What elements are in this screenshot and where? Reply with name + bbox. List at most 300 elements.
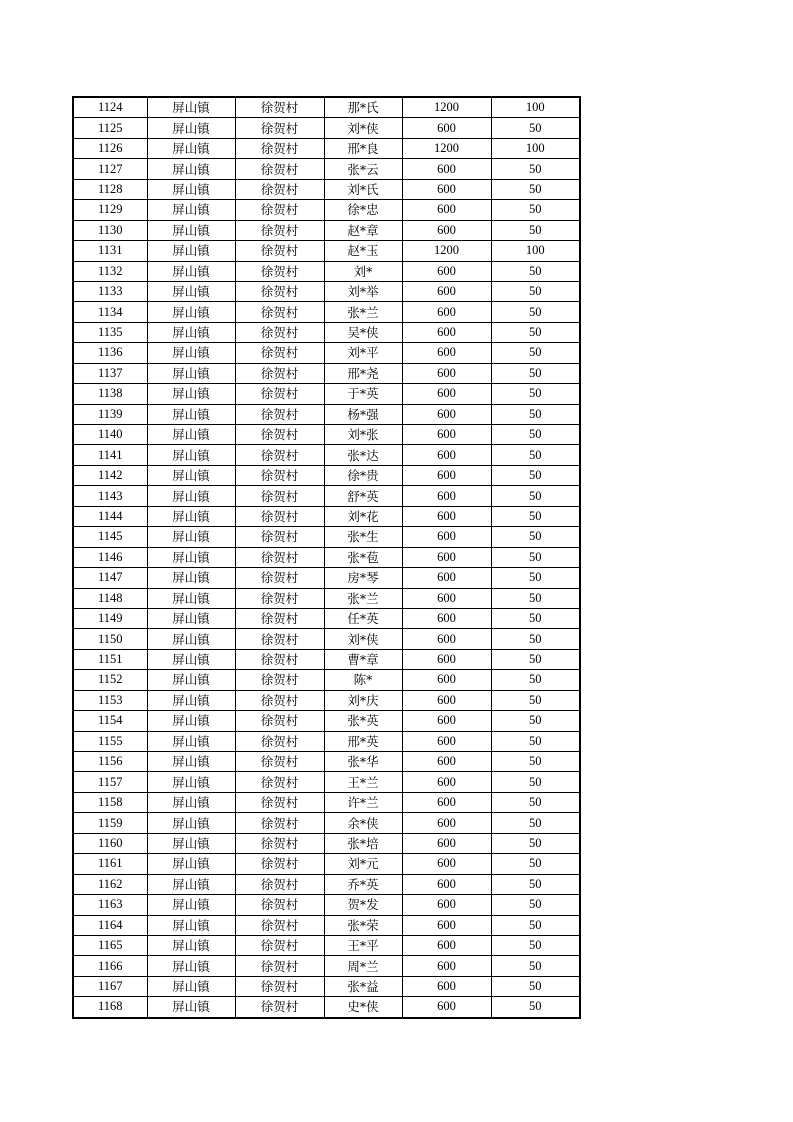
table-row bbox=[73, 363, 580, 383]
cell-name: 乔*英 bbox=[324, 874, 402, 894]
cell-amount: 50 bbox=[491, 506, 580, 526]
cell-village: 徐贺村 bbox=[235, 854, 324, 874]
table-row bbox=[73, 302, 580, 322]
cell-village: 徐贺村 bbox=[235, 506, 324, 526]
cell-village: 徐贺村 bbox=[235, 97, 324, 118]
cell-index: 1129 bbox=[73, 200, 147, 220]
cell-area: 600 bbox=[402, 159, 491, 179]
cell-area: 600 bbox=[402, 363, 491, 383]
cell-index: 1140 bbox=[73, 425, 147, 445]
cell-index: 1149 bbox=[73, 608, 147, 628]
cell-area: 600 bbox=[402, 302, 491, 322]
cell-amount: 50 bbox=[491, 445, 580, 465]
cell-village: 徐贺村 bbox=[235, 629, 324, 649]
cell-town: 屏山镇 bbox=[147, 608, 235, 628]
cell-name: 杨*强 bbox=[324, 404, 402, 424]
table-row bbox=[73, 445, 580, 465]
cell-name: 刘* bbox=[324, 261, 402, 281]
cell-name: 张*兰 bbox=[324, 588, 402, 608]
cell-area: 600 bbox=[402, 976, 491, 996]
table-row bbox=[73, 179, 580, 199]
cell-name: 曹*章 bbox=[324, 649, 402, 669]
cell-area: 600 bbox=[402, 711, 491, 731]
cell-name: 赵*章 bbox=[324, 220, 402, 240]
table-row bbox=[73, 854, 580, 874]
cell-area: 1200 bbox=[402, 241, 491, 261]
table-row bbox=[73, 200, 580, 220]
cell-town: 屏山镇 bbox=[147, 976, 235, 996]
cell-amount: 50 bbox=[491, 179, 580, 199]
table-row bbox=[73, 731, 580, 751]
table-row bbox=[73, 241, 580, 261]
cell-amount: 50 bbox=[491, 649, 580, 669]
cell-name: 周*兰 bbox=[324, 956, 402, 976]
cell-name: 张*生 bbox=[324, 527, 402, 547]
cell-town: 屏山镇 bbox=[147, 220, 235, 240]
cell-index: 1154 bbox=[73, 711, 147, 731]
cell-town: 屏山镇 bbox=[147, 772, 235, 792]
cell-area: 600 bbox=[402, 629, 491, 649]
cell-town: 屏山镇 bbox=[147, 649, 235, 669]
cell-name: 张*云 bbox=[324, 159, 402, 179]
table-row bbox=[73, 486, 580, 506]
table-row bbox=[73, 976, 580, 996]
cell-town: 屏山镇 bbox=[147, 915, 235, 935]
cell-index: 1165 bbox=[73, 935, 147, 955]
cell-area: 600 bbox=[402, 670, 491, 690]
cell-index: 1155 bbox=[73, 731, 147, 751]
cell-name: 邢*良 bbox=[324, 138, 402, 158]
cell-village: 徐贺村 bbox=[235, 976, 324, 996]
cell-village: 徐贺村 bbox=[235, 527, 324, 547]
cell-index: 1161 bbox=[73, 854, 147, 874]
cell-area: 600 bbox=[402, 506, 491, 526]
cell-area: 600 bbox=[402, 261, 491, 281]
cell-town: 屏山镇 bbox=[147, 281, 235, 301]
cell-name: 刘*举 bbox=[324, 281, 402, 301]
cell-index: 1156 bbox=[73, 752, 147, 772]
cell-name: 赵*玉 bbox=[324, 241, 402, 261]
cell-town: 屏山镇 bbox=[147, 711, 235, 731]
cell-town: 屏山镇 bbox=[147, 241, 235, 261]
cell-area: 600 bbox=[402, 690, 491, 710]
cell-area: 600 bbox=[402, 465, 491, 485]
cell-town: 屏山镇 bbox=[147, 159, 235, 179]
cell-area: 600 bbox=[402, 772, 491, 792]
cell-name: 邢*英 bbox=[324, 731, 402, 751]
cell-area: 600 bbox=[402, 220, 491, 240]
cell-town: 屏山镇 bbox=[147, 690, 235, 710]
cell-index: 1130 bbox=[73, 220, 147, 240]
cell-area: 600 bbox=[402, 731, 491, 751]
cell-name: 刘*氏 bbox=[324, 179, 402, 199]
cell-index: 1150 bbox=[73, 629, 147, 649]
cell-index: 1148 bbox=[73, 588, 147, 608]
cell-index: 1168 bbox=[73, 997, 147, 1018]
cell-amount: 50 bbox=[491, 486, 580, 506]
cell-village: 徐贺村 bbox=[235, 302, 324, 322]
table-row bbox=[73, 833, 580, 853]
table-row bbox=[73, 547, 580, 567]
table-row bbox=[73, 895, 580, 915]
table-row bbox=[73, 670, 580, 690]
cell-area: 600 bbox=[402, 792, 491, 812]
cell-amount: 50 bbox=[491, 956, 580, 976]
cell-village: 徐贺村 bbox=[235, 220, 324, 240]
cell-amount: 50 bbox=[491, 629, 580, 649]
cell-village: 徐贺村 bbox=[235, 792, 324, 812]
table-row bbox=[73, 997, 580, 1018]
cell-town: 屏山镇 bbox=[147, 486, 235, 506]
table-row bbox=[73, 874, 580, 894]
cell-village: 徐贺村 bbox=[235, 935, 324, 955]
cell-area: 600 bbox=[402, 935, 491, 955]
cell-town: 屏山镇 bbox=[147, 568, 235, 588]
cell-village: 徐贺村 bbox=[235, 956, 324, 976]
cell-town: 屏山镇 bbox=[147, 629, 235, 649]
cell-name: 张*英 bbox=[324, 711, 402, 731]
cell-area: 1200 bbox=[402, 97, 491, 118]
cell-index: 1145 bbox=[73, 527, 147, 547]
cell-amount: 50 bbox=[491, 527, 580, 547]
cell-town: 屏山镇 bbox=[147, 200, 235, 220]
table-row bbox=[73, 322, 580, 342]
cell-area: 600 bbox=[402, 895, 491, 915]
cell-index: 1158 bbox=[73, 792, 147, 812]
cell-amount: 50 bbox=[491, 322, 580, 342]
table-row bbox=[73, 527, 580, 547]
cell-index: 1166 bbox=[73, 956, 147, 976]
cell-village: 徐贺村 bbox=[235, 588, 324, 608]
cell-village: 徐贺村 bbox=[235, 874, 324, 894]
table-row bbox=[73, 404, 580, 424]
cell-area: 600 bbox=[402, 608, 491, 628]
table-row bbox=[73, 935, 580, 955]
table-row bbox=[73, 425, 580, 445]
table-row bbox=[73, 915, 580, 935]
cell-town: 屏山镇 bbox=[147, 527, 235, 547]
cell-amount: 50 bbox=[491, 731, 580, 751]
cell-amount: 50 bbox=[491, 118, 580, 138]
cell-area: 600 bbox=[402, 384, 491, 404]
cell-town: 屏山镇 bbox=[147, 792, 235, 812]
cell-amount: 50 bbox=[491, 813, 580, 833]
cell-amount: 50 bbox=[491, 874, 580, 894]
cell-name: 刘*侠 bbox=[324, 118, 402, 138]
cell-name: 张*苞 bbox=[324, 547, 402, 567]
cell-village: 徐贺村 bbox=[235, 915, 324, 935]
cell-name: 徐*贵 bbox=[324, 465, 402, 485]
cell-index: 1167 bbox=[73, 976, 147, 996]
cell-index: 1141 bbox=[73, 445, 147, 465]
table-row bbox=[73, 261, 580, 281]
cell-amount: 50 bbox=[491, 302, 580, 322]
table-row bbox=[73, 343, 580, 363]
cell-village: 徐贺村 bbox=[235, 384, 324, 404]
cell-town: 屏山镇 bbox=[147, 404, 235, 424]
cell-index: 1126 bbox=[73, 138, 147, 158]
cell-index: 1164 bbox=[73, 915, 147, 935]
cell-name: 陈* bbox=[324, 670, 402, 690]
cell-index: 1134 bbox=[73, 302, 147, 322]
cell-amount: 50 bbox=[491, 425, 580, 445]
cell-amount: 50 bbox=[491, 159, 580, 179]
table-row bbox=[73, 138, 580, 158]
cell-area: 600 bbox=[402, 956, 491, 976]
cell-index: 1157 bbox=[73, 772, 147, 792]
cell-village: 徐贺村 bbox=[235, 690, 324, 710]
cell-index: 1128 bbox=[73, 179, 147, 199]
cell-town: 屏山镇 bbox=[147, 956, 235, 976]
cell-amount: 50 bbox=[491, 281, 580, 301]
cell-amount: 50 bbox=[491, 711, 580, 731]
cell-name: 张*培 bbox=[324, 833, 402, 853]
cell-name: 张*华 bbox=[324, 752, 402, 772]
cell-area: 600 bbox=[402, 486, 491, 506]
cell-town: 屏山镇 bbox=[147, 854, 235, 874]
cell-index: 1143 bbox=[73, 486, 147, 506]
cell-village: 徐贺村 bbox=[235, 833, 324, 853]
cell-town: 屏山镇 bbox=[147, 670, 235, 690]
cell-name: 刘*花 bbox=[324, 506, 402, 526]
cell-village: 徐贺村 bbox=[235, 547, 324, 567]
cell-amount: 50 bbox=[491, 792, 580, 812]
cell-area: 600 bbox=[402, 833, 491, 853]
table-row bbox=[73, 568, 580, 588]
cell-index: 1136 bbox=[73, 343, 147, 363]
cell-index: 1159 bbox=[73, 813, 147, 833]
cell-name: 张*兰 bbox=[324, 302, 402, 322]
cell-name: 舒*英 bbox=[324, 486, 402, 506]
cell-village: 徐贺村 bbox=[235, 731, 324, 751]
cell-area: 600 bbox=[402, 179, 491, 199]
cell-town: 屏山镇 bbox=[147, 425, 235, 445]
cell-village: 徐贺村 bbox=[235, 363, 324, 383]
cell-index: 1132 bbox=[73, 261, 147, 281]
cell-index: 1151 bbox=[73, 649, 147, 669]
cell-amount: 50 bbox=[491, 200, 580, 220]
cell-amount: 50 bbox=[491, 895, 580, 915]
table-row bbox=[73, 711, 580, 731]
cell-index: 1162 bbox=[73, 874, 147, 894]
cell-town: 屏山镇 bbox=[147, 752, 235, 772]
cell-amount: 50 bbox=[491, 997, 580, 1018]
table-row bbox=[73, 506, 580, 526]
cell-area: 600 bbox=[402, 200, 491, 220]
cell-town: 屏山镇 bbox=[147, 261, 235, 281]
table-row bbox=[73, 956, 580, 976]
cell-index: 1139 bbox=[73, 404, 147, 424]
cell-village: 徐贺村 bbox=[235, 813, 324, 833]
cell-town: 屏山镇 bbox=[147, 302, 235, 322]
cell-village: 徐贺村 bbox=[235, 138, 324, 158]
cell-town: 屏山镇 bbox=[147, 588, 235, 608]
table-row bbox=[73, 281, 580, 301]
cell-area: 600 bbox=[402, 425, 491, 445]
table-row bbox=[73, 220, 580, 240]
cell-town: 屏山镇 bbox=[147, 506, 235, 526]
cell-amount: 100 bbox=[491, 241, 580, 261]
cell-town: 屏山镇 bbox=[147, 97, 235, 118]
cell-area: 600 bbox=[402, 997, 491, 1018]
cell-index: 1138 bbox=[73, 384, 147, 404]
cell-amount: 50 bbox=[491, 935, 580, 955]
table-row bbox=[73, 118, 580, 138]
cell-amount: 50 bbox=[491, 465, 580, 485]
cell-area: 600 bbox=[402, 915, 491, 935]
cell-area: 600 bbox=[402, 854, 491, 874]
cell-index: 1131 bbox=[73, 241, 147, 261]
cell-index: 1160 bbox=[73, 833, 147, 853]
cell-name: 余*侠 bbox=[324, 813, 402, 833]
cell-amount: 50 bbox=[491, 588, 580, 608]
table-body bbox=[73, 97, 580, 1018]
cell-village: 徐贺村 bbox=[235, 711, 324, 731]
cell-village: 徐贺村 bbox=[235, 465, 324, 485]
cell-village: 徐贺村 bbox=[235, 343, 324, 363]
cell-village: 徐贺村 bbox=[235, 997, 324, 1018]
cell-amount: 50 bbox=[491, 384, 580, 404]
cell-town: 屏山镇 bbox=[147, 731, 235, 751]
cell-amount: 50 bbox=[491, 363, 580, 383]
cell-town: 屏山镇 bbox=[147, 547, 235, 567]
cell-amount: 100 bbox=[491, 97, 580, 118]
cell-town: 屏山镇 bbox=[147, 343, 235, 363]
cell-village: 徐贺村 bbox=[235, 445, 324, 465]
cell-town: 屏山镇 bbox=[147, 384, 235, 404]
cell-amount: 50 bbox=[491, 752, 580, 772]
table-row bbox=[73, 465, 580, 485]
table-row bbox=[73, 813, 580, 833]
table-row bbox=[73, 97, 580, 118]
cell-area: 600 bbox=[402, 527, 491, 547]
cell-area: 600 bbox=[402, 588, 491, 608]
cell-amount: 50 bbox=[491, 568, 580, 588]
cell-amount: 50 bbox=[491, 343, 580, 363]
cell-amount: 50 bbox=[491, 690, 580, 710]
cell-index: 1133 bbox=[73, 281, 147, 301]
cell-index: 1127 bbox=[73, 159, 147, 179]
cell-village: 徐贺村 bbox=[235, 261, 324, 281]
cell-index: 1125 bbox=[73, 118, 147, 138]
cell-town: 屏山镇 bbox=[147, 895, 235, 915]
cell-village: 徐贺村 bbox=[235, 568, 324, 588]
table-row bbox=[73, 588, 580, 608]
table-row bbox=[73, 752, 580, 772]
cell-index: 1152 bbox=[73, 670, 147, 690]
cell-amount: 50 bbox=[491, 547, 580, 567]
cell-town: 屏山镇 bbox=[147, 465, 235, 485]
cell-town: 屏山镇 bbox=[147, 813, 235, 833]
cell-village: 徐贺村 bbox=[235, 241, 324, 261]
cell-area: 600 bbox=[402, 813, 491, 833]
cell-name: 邢*尧 bbox=[324, 363, 402, 383]
cell-index: 1124 bbox=[73, 97, 147, 118]
table-row bbox=[73, 608, 580, 628]
cell-area: 600 bbox=[402, 445, 491, 465]
cell-town: 屏山镇 bbox=[147, 445, 235, 465]
cell-name: 许*兰 bbox=[324, 792, 402, 812]
cell-area: 600 bbox=[402, 343, 491, 363]
cell-area: 600 bbox=[402, 118, 491, 138]
cell-name: 张*益 bbox=[324, 976, 402, 996]
cell-area: 600 bbox=[402, 547, 491, 567]
cell-index: 1147 bbox=[73, 568, 147, 588]
cell-town: 屏山镇 bbox=[147, 118, 235, 138]
cell-village: 徐贺村 bbox=[235, 322, 324, 342]
cell-area: 600 bbox=[402, 568, 491, 588]
cell-name: 王*兰 bbox=[324, 772, 402, 792]
cell-village: 徐贺村 bbox=[235, 752, 324, 772]
cell-name: 张*达 bbox=[324, 445, 402, 465]
cell-village: 徐贺村 bbox=[235, 404, 324, 424]
table-row bbox=[73, 690, 580, 710]
cell-amount: 100 bbox=[491, 138, 580, 158]
cell-index: 1163 bbox=[73, 895, 147, 915]
table-row bbox=[73, 629, 580, 649]
cell-name: 史*侠 bbox=[324, 997, 402, 1018]
cell-area: 600 bbox=[402, 752, 491, 772]
cell-village: 徐贺村 bbox=[235, 670, 324, 690]
cell-name: 吴*侠 bbox=[324, 322, 402, 342]
cell-name: 刘*庆 bbox=[324, 690, 402, 710]
cell-town: 屏山镇 bbox=[147, 138, 235, 158]
cell-name: 那*氏 bbox=[324, 97, 402, 118]
table-row bbox=[73, 384, 580, 404]
cell-amount: 50 bbox=[491, 772, 580, 792]
cell-town: 屏山镇 bbox=[147, 997, 235, 1018]
cell-village: 徐贺村 bbox=[235, 200, 324, 220]
cell-index: 1146 bbox=[73, 547, 147, 567]
table-row bbox=[73, 649, 580, 669]
cell-amount: 50 bbox=[491, 915, 580, 935]
cell-amount: 50 bbox=[491, 608, 580, 628]
cell-village: 徐贺村 bbox=[235, 486, 324, 506]
cell-index: 1144 bbox=[73, 506, 147, 526]
cell-town: 屏山镇 bbox=[147, 363, 235, 383]
cell-name: 刘*平 bbox=[324, 343, 402, 363]
data-table bbox=[72, 96, 581, 1019]
cell-town: 屏山镇 bbox=[147, 935, 235, 955]
cell-village: 徐贺村 bbox=[235, 608, 324, 628]
cell-village: 徐贺村 bbox=[235, 895, 324, 915]
cell-area: 600 bbox=[402, 281, 491, 301]
cell-name: 贺*发 bbox=[324, 895, 402, 915]
cell-village: 徐贺村 bbox=[235, 649, 324, 669]
cell-index: 1142 bbox=[73, 465, 147, 485]
table-row bbox=[73, 792, 580, 812]
cell-village: 徐贺村 bbox=[235, 772, 324, 792]
cell-name: 房*琴 bbox=[324, 568, 402, 588]
cell-area: 600 bbox=[402, 649, 491, 669]
cell-village: 徐贺村 bbox=[235, 159, 324, 179]
cell-index: 1153 bbox=[73, 690, 147, 710]
cell-name: 刘*元 bbox=[324, 854, 402, 874]
table-row bbox=[73, 159, 580, 179]
cell-name: 任*英 bbox=[324, 608, 402, 628]
cell-amount: 50 bbox=[491, 976, 580, 996]
cell-village: 徐贺村 bbox=[235, 179, 324, 199]
cell-index: 1135 bbox=[73, 322, 147, 342]
cell-name: 刘*张 bbox=[324, 425, 402, 445]
cell-amount: 50 bbox=[491, 261, 580, 281]
table-row bbox=[73, 772, 580, 792]
cell-amount: 50 bbox=[491, 833, 580, 853]
cell-area: 600 bbox=[402, 404, 491, 424]
cell-amount: 50 bbox=[491, 220, 580, 240]
cell-town: 屏山镇 bbox=[147, 322, 235, 342]
cell-village: 徐贺村 bbox=[235, 281, 324, 301]
